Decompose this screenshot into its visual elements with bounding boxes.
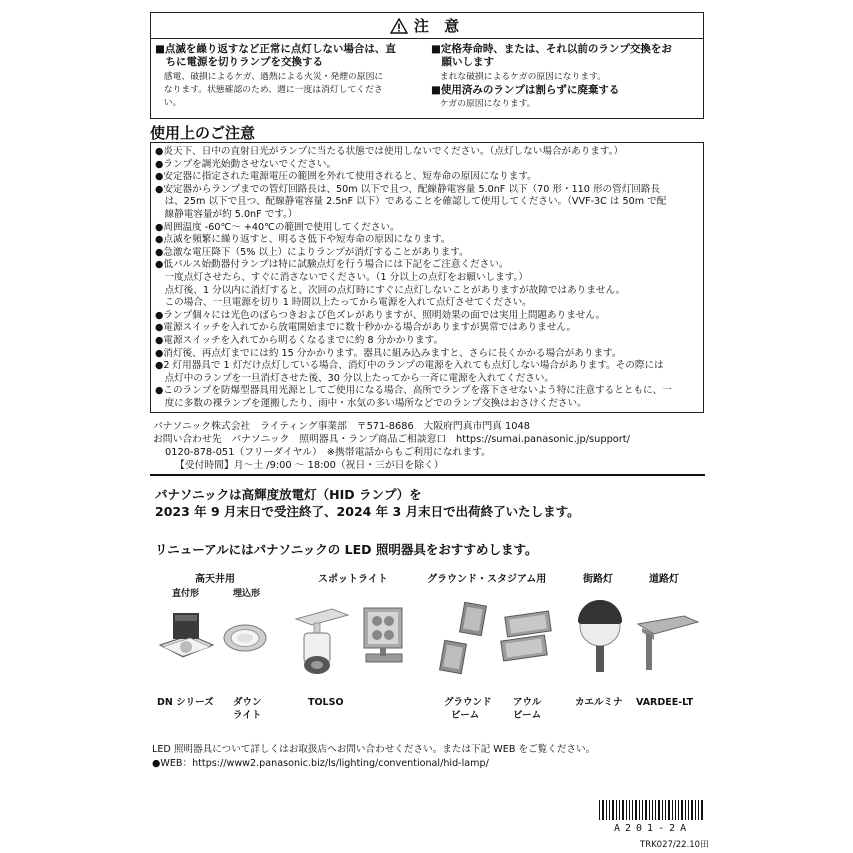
label-downlight-2: ライト	[233, 710, 262, 721]
ground-beam-image	[438, 600, 490, 680]
usage-line: 点灯中のランプを一旦消灯させた後、30 分以上たってから一斉に電源を入れてください。	[155, 372, 555, 384]
usage-line: この場合、一旦電源を切り 1 時間以上たってから電源を入れて点灯させてください。	[155, 297, 532, 309]
section-divider	[150, 474, 705, 476]
label-ground-beam-1: グラウンド	[444, 697, 492, 708]
warning-icon	[390, 18, 408, 34]
usage-line: ●ランプを調光始動させないでください。	[155, 158, 337, 170]
caution-left-body-3: い。	[155, 98, 182, 108]
recommend-led: リニューアルにはパナソニックの LED 照明器具をおすすめします。	[155, 542, 538, 557]
caution-right-heading-2: 願いします	[431, 56, 494, 68]
label-dn-series: DN シリーズ	[157, 697, 214, 708]
category-recessed: 埋込形	[233, 589, 261, 599]
label-kaeruminu: カエルミナ	[575, 697, 623, 708]
usage-line: ●消灯後、再点灯までには約 15 分かかります。器具に組み込みますと、さらに長くかかる場合があります。	[155, 347, 622, 359]
usage-line: ●低パルス始動器付ランプは特に試験点灯を行う場合には下記をご注意ください。	[155, 259, 509, 271]
footer-web-link[interactable]: ●WEB：https://www2.panasonic.biz/ls/lighting/conventional/hid-lamp/	[152, 758, 489, 769]
caution-title-bar	[151, 13, 703, 39]
spot-floodlight-image	[360, 604, 406, 668]
barcode-image	[598, 800, 704, 820]
usage-line: ●ランプ個々には光色のばらつきおよび色ズレがありますが、照明効果の面では実用上問題ありません。	[155, 309, 606, 321]
discontinue-notice-line-1: パナソニックは高輝度放電灯（HID ランプ）を	[155, 487, 422, 502]
discontinue-notice-line-2: 2023 年 9 月末日で受注終了、2024 年 3 月末日で出荷終了いたします。	[155, 504, 580, 519]
phone-info: 0120-878-051（フリーダイヤル） ※携帯電話からもご利用になれます。	[165, 447, 491, 458]
usage-line: は、25m 以下で且つ、配線静電容量 2.5nF 以下）であることを確認して使用してください。（VVF-3C は 50m で配	[155, 196, 667, 208]
usage-line: ●このランプを防爆型器具用光源としてご使用になる場合、高所でランプを落下させないよう特に注意するとともに、一	[155, 385, 672, 397]
usage-line: ●2 灯用器具で 1 灯だけ点灯している場合、消灯中のランプの電源を入れても点灯しない場合があります。その際には	[155, 360, 664, 372]
category-spotlight: スポットライト	[318, 574, 388, 585]
usage-line: ●周囲温度 -60℃～ +40℃の範囲で使用してください。	[155, 221, 400, 233]
usage-line: ●炎天下、日中の直射日光がランプに当たる状態では使用しないでください。（点灯しない場合があります。）	[155, 146, 624, 157]
category-ground-stadium: グラウンド・スタジアム用	[427, 574, 547, 585]
label-owl-beam-2: ビーム	[513, 710, 542, 721]
reception-hours: 【受付時間】月～土 /9:00 ～ 18:00（祝日・三が日を除く）	[175, 460, 444, 471]
usage-line: ●急激な電圧降下（5% 以上）によりランプが消灯することがあります。	[155, 246, 469, 258]
usage-line: 点灯後、1 分以内に消灯すると、次回の点灯時にすぐに点灯しないことがありますが故障ではありません。	[155, 284, 626, 296]
category-street-light: 街路灯	[583, 574, 613, 585]
caution-left-body-2: なります。状態確認のため、週に一度は消灯してくださ	[155, 85, 383, 95]
usage-line: 一度点灯させたら、すぐに消さないでください。（1 分以上の点灯をお願いします。）	[155, 272, 528, 283]
caution-right-heading-3: ■使用済みのランプは割らずに廃棄する	[431, 84, 620, 96]
usage-box	[150, 142, 704, 413]
downlight-fixture-image	[222, 620, 268, 656]
usage-line: 度に多数の裸ランプを運搬したり、雨中・水気の多い場所などでのランプ交換はおさけください。	[155, 398, 587, 409]
usage-line: ●安定器からランプまでの管灯回路長は、50m 以下で且つ、配線静電容量 5.0nF 以下（70 形・110 形の管灯回路長	[155, 183, 661, 195]
label-owl-beam-1: アウル	[513, 697, 542, 708]
caution-title: 注 意	[413, 17, 465, 35]
document-code: TRK027/22.10田	[640, 840, 709, 850]
footer-note: LED 照明器具について詳しくはお取扱店へお問い合わせください。または下記 WEB をご覧ください。	[152, 744, 596, 755]
usage-line: ●電源スイッチを入れてから明るくなるまでに約 8 分かかります。	[155, 335, 444, 346]
company-info: パナソニック株式会社 ライティング事業部 〒571-8686 大阪府門真市門真 1048	[153, 421, 530, 432]
label-downlight-1: ダウン	[233, 697, 262, 708]
category-high-ceiling: 高天井用	[195, 574, 235, 585]
usage-line: 線静電容量が約 5.0nF です。）	[155, 209, 298, 220]
usage-title: 使用上のご注意	[150, 124, 256, 142]
dn-series-fixture-image	[155, 605, 215, 667]
label-ground-beam-2: ビーム	[451, 710, 480, 721]
category-direct-mount: 直付形	[172, 589, 200, 599]
label-vardee-lt: VARDEE-LT	[636, 697, 694, 708]
tolso-spotlight-image	[292, 605, 352, 677]
usage-line: ●安定器に指定された電源電圧の範囲を外れて使用されると、短寿命の原因になります。	[155, 171, 537, 183]
caution-left-heading-2: ちに電源を切りランプを交換する	[155, 56, 323, 68]
owl-beam-image	[498, 610, 556, 666]
usage-line: ●点滅を頻繁に繰り返すと、明るさ低下や短寿命の原因になります。	[155, 234, 451, 246]
caution-right-heading-1: ■定格寿命時、または、それ以前のランプ交換をお	[431, 43, 672, 55]
label-tolso: TOLSO	[308, 697, 344, 708]
barcode-text: A201-2A	[614, 823, 692, 834]
vardee-road-light-image	[632, 610, 702, 670]
caution-right-body-1: まれな破損によるケガの原因になります。	[431, 72, 607, 82]
caution-right-body-2: ケガの原因になります。	[431, 99, 536, 109]
caution-left-heading-1: ■点滅を繰り返すなど正常に点灯しない場合は、直	[155, 43, 396, 55]
caution-box	[150, 12, 704, 119]
category-road-light: 道路灯	[649, 574, 679, 585]
inquiry-info: お問い合わせ先 パナソニック 照明器具・ランプ商品ご相談窓口 https://sumai.panasonic.jp/support/	[153, 434, 630, 445]
usage-line: ●電源スイッチを入れてから放電開始までに数十秒かかる場合がありますが異常ではありません。	[155, 322, 577, 334]
caution-left-body-1: 感電、破損によるケガ、過熱による火災・発煙の原因に	[155, 72, 384, 82]
kaeruminu-street-light-image	[574, 598, 626, 672]
